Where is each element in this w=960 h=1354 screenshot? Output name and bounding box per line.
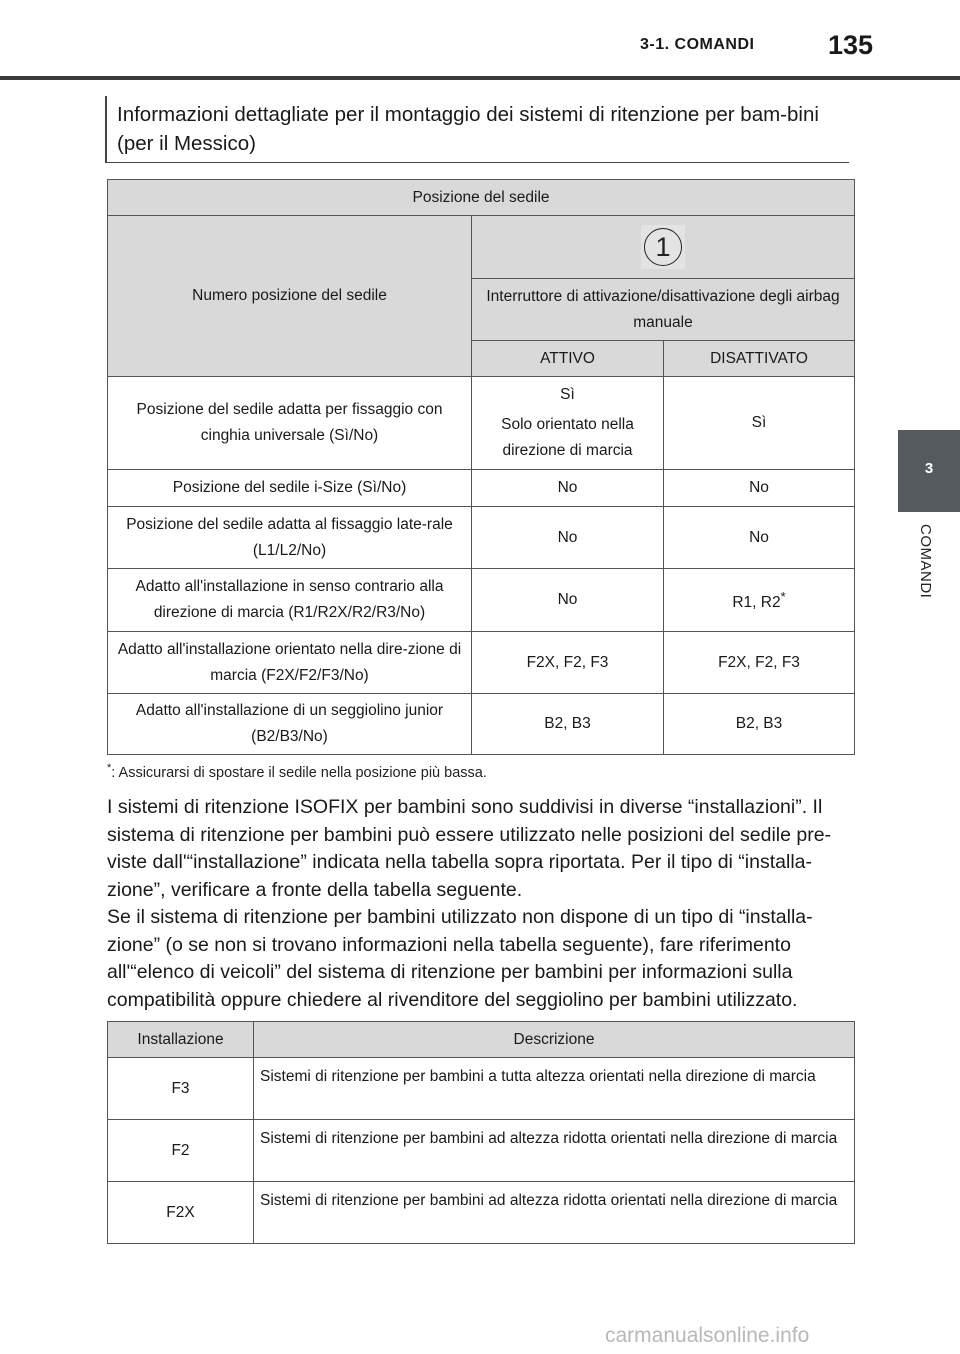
- seat-number: 1: [644, 228, 682, 266]
- table-row: [108, 1120, 855, 1182]
- row-label: Posizione del sedile adatta al fissaggio late-rale (L1/L2/No): [108, 507, 472, 569]
- body-text: [107, 794, 857, 1014]
- body-paragraph-1: I sistemi di ritenzione ISOFIX per bambini sono suddivisi in diverse “installazioni”. Il sistema di ritenzione per bambini può essere utilizzato nelle posizioni del sedile pre-viste dall'“installazione” indicata nella tabella sopra riportata. Per il tipo di “installa-zione”, verificare a fronte della tabella seguente.: [107, 796, 832, 901]
- table-row: [108, 1058, 855, 1120]
- chapter-number: 3: [924, 460, 934, 477]
- chapter-label: COMANDI: [917, 524, 934, 599]
- installation-description: Sistemi di ritenzione per bambini a tutta altezza orientati nella direzione di marcia: [254, 1058, 855, 1120]
- table-row: [108, 632, 855, 694]
- installation-code: F3: [108, 1058, 254, 1120]
- table-row: [108, 1182, 855, 1244]
- table-row: [108, 694, 855, 755]
- row-on-value-line-2: Solo orientato nella direzione di marcia: [501, 416, 634, 459]
- column-on: ATTIVO: [472, 341, 664, 377]
- chapter-tab: [898, 430, 960, 512]
- page-number: 135: [828, 30, 874, 60]
- seat-number-cell: [472, 216, 855, 279]
- row-on-value: [472, 377, 664, 470]
- info-box: [105, 96, 849, 163]
- table-row: [108, 377, 855, 470]
- row-off-value: No: [664, 507, 855, 569]
- seat-number-badge: [641, 225, 685, 269]
- row-on-value: F2X, F2, F3: [472, 632, 664, 694]
- installation-description: Sistemi di ritenzione per bambini ad altezza ridotta orientati nella direzione di marcia: [254, 1120, 855, 1182]
- installation-code: F2X: [108, 1182, 254, 1244]
- info-title: Informazioni dettagliate per il montaggio dei sistemi di ritenzione per bam-bini (per il Messico): [117, 103, 819, 155]
- row-label: Adatto all'installazione orientato nella dire-zione di marcia (F2X/F2/F3/No): [108, 632, 472, 694]
- row-on-value: No: [472, 507, 664, 569]
- seat-position-table: [107, 179, 855, 755]
- column-description: Descrizione: [254, 1022, 855, 1058]
- row-off-value: Sì: [664, 377, 855, 470]
- row-label: Posizione del sedile adatta per fissaggio con cinghia universale (Sì/No): [108, 377, 472, 470]
- watermark: carmanualsonline.info: [605, 1324, 810, 1347]
- header-rule: [0, 76, 960, 80]
- table-row: [108, 569, 855, 632]
- installation-table: [107, 1021, 855, 1244]
- section-title: 3-1. COMANDI: [640, 36, 755, 53]
- row-on-value: No: [472, 569, 664, 632]
- row-off-value: No: [664, 470, 855, 507]
- row-on-value: No: [472, 470, 664, 507]
- row-label: Adatto all'installazione di un seggiolino junior (B2/B3/No): [108, 694, 472, 755]
- footnote-mark: *: [107, 762, 112, 774]
- installation-description: Sistemi di ritenzione per bambini ad altezza ridotta orientati nella direzione di marcia: [254, 1182, 855, 1244]
- table-header-seat-position: Posizione del sedile: [108, 180, 855, 216]
- row-off-text: R1, R2: [732, 594, 781, 612]
- row-on-value: B2, B3: [472, 694, 664, 755]
- seat-number-label: Numero posizione del sedile: [108, 216, 472, 377]
- row-off-value: [664, 569, 855, 632]
- row-off-value: B2, B3: [664, 694, 855, 755]
- airbag-switch-label: Interruttore di attivazione/disattivazione degli airbag manuale: [472, 279, 855, 341]
- column-installation: Installazione: [108, 1022, 254, 1058]
- column-off: DISATTIVATO: [664, 341, 855, 377]
- body-paragraph-2: Se il sistema di ritenzione per bambini utilizzato non dispone di un tipo di “installa-zione” (o se non si trovano informazioni nella tabella seguente), fare riferimento all'“elenco di veicoli” del sistema di ritenzione per bambini per informazioni sulla compatibilità oppure chiedere al rivenditore del seggiolino per bambini utilizzato.: [107, 906, 813, 1011]
- row-off-value: F2X, F2, F3: [664, 632, 855, 694]
- row-label: Adatto all'installazione in senso contrario alla direzione di marcia (R1/R2X/R2/R3/No): [108, 569, 472, 632]
- footnote-text: : Assicurarsi di spostare il sedile nella posizione più bassa.: [111, 764, 487, 781]
- table-row: [108, 507, 855, 569]
- installation-code: F2: [108, 1120, 254, 1182]
- footnote-mark: *: [780, 588, 786, 604]
- table-row: [108, 470, 855, 507]
- row-label: Posizione del sedile i-Size (Sì/No): [108, 470, 472, 507]
- footnote: [107, 762, 487, 781]
- row-on-value-line-1: Sì: [560, 386, 575, 403]
- page-header: [0, 0, 960, 80]
